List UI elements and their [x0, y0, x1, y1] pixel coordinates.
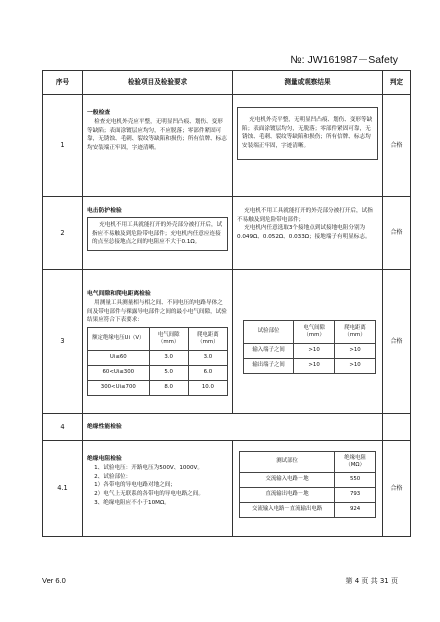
- table-cell: 额定绝缘电压Ui（V）: [88, 327, 150, 350]
- header-verdict: 判定: [383, 71, 411, 95]
- table-cell: 输出端子之间: [244, 359, 294, 374]
- table-cell: >10: [335, 344, 376, 359]
- verdict: 合格: [383, 441, 411, 537]
- verdict: 合格: [383, 270, 411, 414]
- verdict: [383, 414, 411, 441]
- table-row: [240, 488, 376, 503]
- requirement-text: 用测量工具测量相与相之间、不同电压的电路导体之间及带电部件与裸露导电部件之间的最小电气间隙，试验结果应符合下表要求：: [87, 299, 227, 324]
- requirement-cell: [83, 270, 233, 414]
- section-title: 一般检查: [87, 110, 111, 116]
- section-title: 电击防护检验: [87, 208, 122, 214]
- requirement-text: 1、试验电压：开路电压为500V、1000V。 2、试验部位： 1）各带电的导电电路对地之间； 2）电气上无联系的各带电的导电电路之间。 3、绝缘电阻应不小于10MΩ。: [94, 464, 204, 506]
- requirement-text: 充电机不用工具就能打开的外壳部分被打开后，试指应不易触及到危险带电部件；充电机内任意应连接的点至总接地点之间的电阻应不大于0.1Ω。: [87, 217, 228, 251]
- insulation-result-table: [239, 451, 376, 518]
- table-cell: 直流输出电路－地: [240, 488, 335, 503]
- table-cell: 电气间隙（mm）: [294, 321, 335, 344]
- requirement-cell: [83, 441, 233, 537]
- section-title: 电气间隙和爬电距离检验: [87, 291, 151, 297]
- footer-version: Ver 6.0: [42, 576, 66, 585]
- table-cell: 3.0: [188, 350, 227, 365]
- table-header-row: [43, 71, 411, 95]
- observation-cell: [233, 441, 383, 537]
- observation-cell: [233, 197, 383, 270]
- observation-text: 充电机不用工具就能打开的外壳部分被打开后，试指不易触及到危险带电部件； 充电机内任意选取3个接地点到试接地电阻分别为0.049Ω、0.052Ω、0.033Ω；接地端子有明显标志。: [237, 208, 373, 240]
- table-cell: 交流输入电路－直流输出电路: [240, 503, 335, 518]
- document-number: №: JW161987－Safety: [290, 54, 398, 66]
- verdict: 合格: [383, 95, 411, 197]
- row-number: 1: [43, 95, 83, 197]
- header-no: 序号: [43, 71, 83, 95]
- requirement-cell: [83, 197, 233, 270]
- observation-cell: [233, 270, 383, 414]
- inspection-table: [42, 70, 411, 537]
- clearance-result-table: [243, 320, 376, 374]
- verdict: 合格: [383, 197, 411, 270]
- table-cell: 试验部位: [244, 321, 294, 344]
- table-cell: 爬电距离（mm）: [188, 327, 227, 350]
- section-heading-cell: [83, 414, 383, 441]
- table-cell: 793: [335, 488, 376, 503]
- table-row: [43, 270, 411, 414]
- table-cell: >10: [294, 359, 335, 374]
- table-row: [240, 473, 376, 488]
- clearance-requirement-table: [87, 327, 228, 396]
- table-row: [43, 441, 411, 537]
- table-row: [43, 197, 411, 270]
- table-cell: 924: [335, 503, 376, 518]
- table-cell: >10: [294, 344, 335, 359]
- section-title: 绝缘性能检验: [87, 423, 122, 430]
- table-cell: 3.0: [149, 350, 188, 365]
- row-number: 4.1: [43, 441, 83, 537]
- table-cell: 5.0: [149, 365, 188, 380]
- table-cell: 10.0: [188, 380, 227, 395]
- requirement-cell: [83, 95, 233, 197]
- requirement-text: 检查充电机外壳应平整，无明显凹凸痕、划伤、变形等缺陷；表面涂镀层应均匀，不应脱落；零部件紧固可靠，无锈蚀、毛刺、裂纹等缺陷和损伤；所有信牌、标志均安装端正牢固，字迹清晰。: [87, 118, 227, 151]
- table-cell: 6.0: [188, 365, 227, 380]
- header-item: 检验项目及检验要求: [83, 71, 233, 95]
- table-row: [43, 95, 411, 197]
- observation-cell: [233, 95, 383, 197]
- observation-text: 充电机外壳平整，无明显凹凸痕、划伤、变形等缺陷；表面涂镀层均匀，无脱落；零部件紧固可靠，无锈蚀、毛刺、裂纹等缺陷和损伤；所有信牌、标志均安装端正牢固，字迹清晰。: [237, 107, 378, 160]
- table-cell: Ui≤60: [88, 350, 150, 365]
- table-cell: 测试部位: [240, 452, 335, 473]
- table-row: [244, 359, 376, 374]
- table-cell: 电气间隙（mm）: [149, 327, 188, 350]
- table-cell: 爬电距离（mm）: [335, 321, 376, 344]
- table-row: [240, 503, 376, 518]
- table-cell: 550: [335, 473, 376, 488]
- table-cell: 60<Ui≤300: [88, 365, 150, 380]
- table-cell: 300<Ui≤700: [88, 380, 150, 395]
- header-measure: 测量或观察结果: [233, 71, 383, 95]
- table-row: [88, 365, 228, 380]
- table-row: [88, 380, 228, 395]
- table-cell: >10: [335, 359, 376, 374]
- section-title: 绝缘电阻检验: [87, 456, 122, 462]
- table-row: [43, 414, 411, 441]
- table-cell: 绝缘电阻（MΩ）: [335, 452, 376, 473]
- table-row: [88, 350, 228, 365]
- table-cell: 8.0: [149, 380, 188, 395]
- table-row: [244, 344, 376, 359]
- row-number: 3: [43, 270, 83, 414]
- table-cell: 交流输入电路－地: [240, 473, 335, 488]
- row-number: 4: [43, 414, 83, 441]
- row-number: 2: [43, 197, 83, 270]
- footer-page-number: 第 4 页 共 31 页: [345, 577, 398, 585]
- table-cell: 输入端子之间: [244, 344, 294, 359]
